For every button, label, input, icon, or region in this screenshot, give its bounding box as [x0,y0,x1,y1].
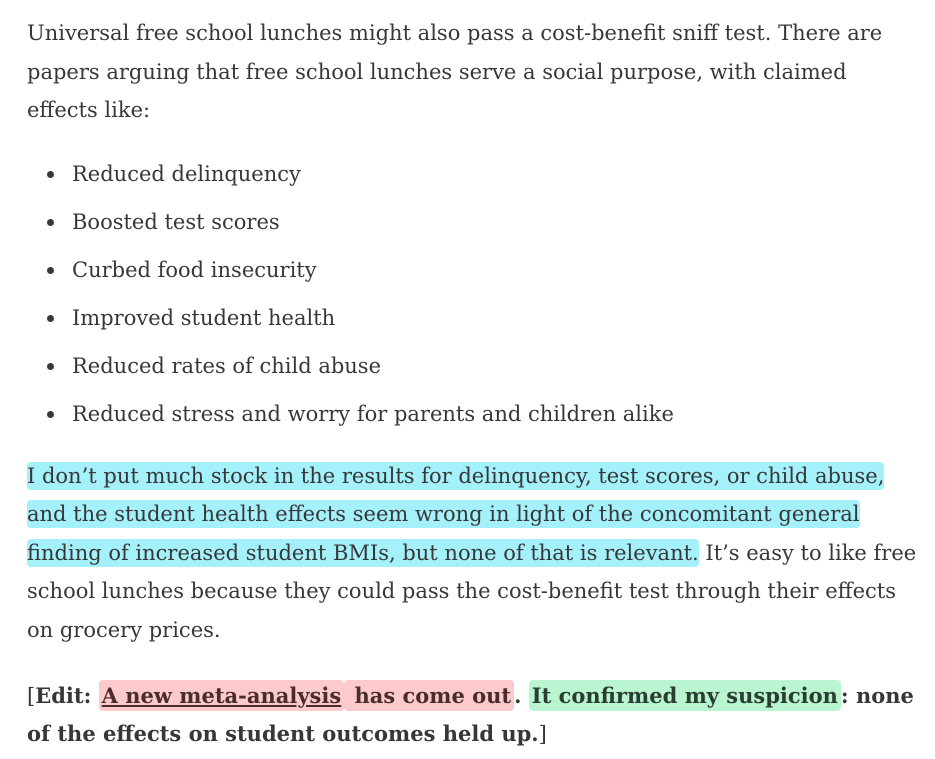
main-paragraph [27,457,923,650]
main-paragraph-rest: It’s easy to like free school lunches because they could pass the cost-benefit test through their effects on grocery prices. [27,540,917,642]
bullet-icon [47,171,54,178]
edit-period: . [514,683,529,708]
list-item [27,198,923,246]
highlighted-text-red-link[interactable] [99,680,345,711]
bullet-icon [47,363,54,370]
list-item [27,390,923,438]
highlighted-text-cyan[interactable]: I don’t put much stock in the results for delinquency, test scores, or child abuse, and the student health effects seem wrong in light of the concomitant general finding of increased student BMIs, but none of that is relevant. [27,463,885,565]
list-item-text: Curbed food insecurity [72,257,317,282]
close-bracket: ] [538,722,547,746]
list-item [27,246,923,294]
list-item-text: Improved student health [72,305,336,330]
edit-rest: : none of the effects on student outcomes held up. [27,683,914,746]
list-item-text: Reduced stress and worry for parents and children alike [72,401,674,426]
highlighted-text-green[interactable]: It confirmed my suspicion [529,680,841,711]
meta-analysis-link[interactable]: A new meta-analysis [101,683,342,708]
bullet-icon [47,267,54,274]
list-item [27,150,923,198]
list-item-text: Boosted test scores [72,209,280,234]
highlighted-text-red[interactable]: has come out [344,680,514,711]
bullet-icon [47,411,54,418]
edit-label: Edit: [35,683,99,708]
effects-list [27,150,923,438]
intro-paragraph: Universal free school lunches might also pass a cost-benefit sniff test. There are papers arguing that free school lunches serve a social purpose, with claimed effects like: [27,21,883,122]
list-item-text: Reduced rates of child abuse [72,353,382,378]
list-item [27,294,923,342]
bullet-icon [47,315,54,322]
edit-note [27,677,923,753]
bullet-icon [47,219,54,226]
list-item-text: Reduced delinquency [72,161,301,186]
open-bracket: [ [27,684,36,708]
list-item [27,342,923,390]
